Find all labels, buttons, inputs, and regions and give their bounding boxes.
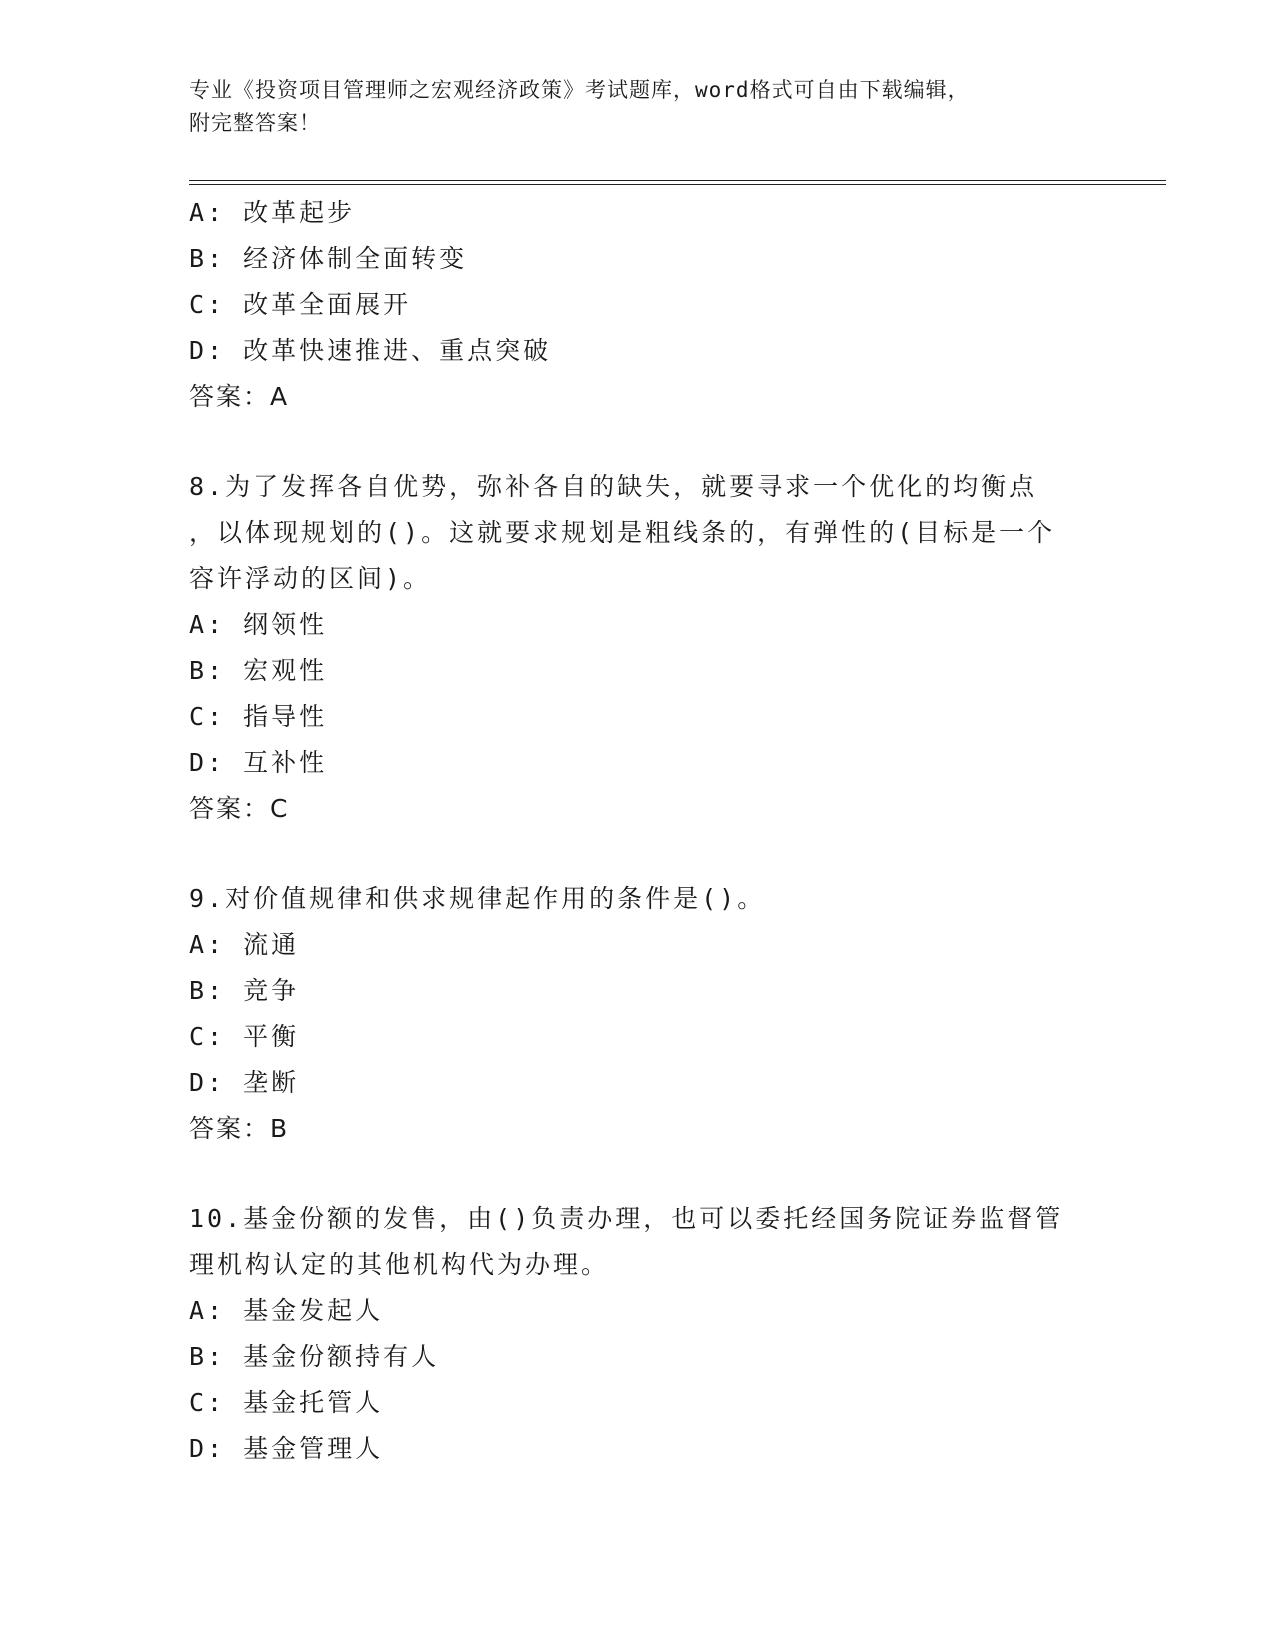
stem-line: 理机构认定的其他机构代为办理。 <box>189 1250 610 1279</box>
question-9 <box>189 876 1089 1152</box>
option-c: C: 平衡 <box>189 1022 300 1051</box>
option-a: A: 基金发起人 <box>189 1296 384 1325</box>
question-list <box>189 190 1089 1472</box>
header-divider-bottom <box>189 184 1166 185</box>
spacer <box>189 420 1089 464</box>
option-b: B: 基金份额持有人 <box>189 1342 440 1371</box>
spacer <box>189 1152 1089 1196</box>
stem-line: ，以体现规划的()。这就要求规划是粗线条的，有弹性的(目标是一个 <box>189 518 1056 547</box>
answer-line: 答案：B <box>189 1114 290 1143</box>
answer-line: 答案：C <box>189 794 290 823</box>
option-a: A: 纲领性 <box>189 610 328 639</box>
question-7 <box>189 190 1089 420</box>
option-a: A: 改革起步 <box>189 198 356 227</box>
question-stem <box>189 876 1089 922</box>
stem-line: 10.基金份额的发售，由()负责办理，也可以委托经国务院证券监督管 <box>189 1204 1064 1233</box>
stem-line: 9.对价值规律和供求规律起作用的条件是()。 <box>189 884 766 913</box>
option-d: D: 改革快速推进、重点突破 <box>189 336 552 365</box>
question-stem <box>189 464 1089 602</box>
document-header <box>189 74 1089 140</box>
header-divider-top <box>189 180 1166 181</box>
option-c: C: 指导性 <box>189 702 328 731</box>
answer-line: 答案：A <box>189 382 290 411</box>
option-d: D: 基金管理人 <box>189 1434 384 1463</box>
question-8 <box>189 464 1089 832</box>
stem-line: 容许浮动的区间)。 <box>189 564 432 593</box>
question-10 <box>189 1196 1089 1472</box>
header-line-2: 附完整答案！ <box>189 111 321 135</box>
option-d: D: 互补性 <box>189 748 328 777</box>
stem-line: 8.为了发挥各自优势，弥补各自的缺失，就要寻求一个优化的均衡点 <box>189 472 1038 501</box>
option-b: B: 竞争 <box>189 976 300 1005</box>
option-b: B: 经济体制全面转变 <box>189 244 468 273</box>
option-b: B: 宏观性 <box>189 656 328 685</box>
spacer <box>189 832 1089 876</box>
option-d: D: 垄断 <box>189 1068 300 1097</box>
option-a: A: 流通 <box>189 930 300 959</box>
option-c: C: 改革全面展开 <box>189 290 412 319</box>
question-stem <box>189 1196 1089 1288</box>
header-line-1: 专业《投资项目管理师之宏观经济政策》考试题库，word格式可自由下载编辑， <box>189 78 970 102</box>
option-c: C: 基金托管人 <box>189 1388 384 1417</box>
